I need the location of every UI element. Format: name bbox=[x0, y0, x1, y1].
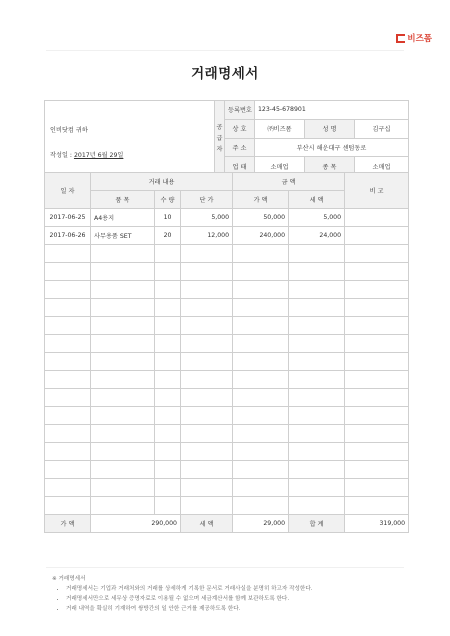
supplier-vertical-label: 공 급 자 bbox=[215, 101, 225, 176]
note-item: • 거래 내역을 확실히 기재하여 쌍방간의 일 안한 근거를 제공하도록 한다. bbox=[66, 604, 313, 614]
notes-title: ※ 거래명세서 bbox=[52, 576, 86, 582]
table-row bbox=[45, 425, 409, 443]
cell-date bbox=[45, 389, 91, 407]
cell-date: 2017-06-26 bbox=[45, 227, 91, 245]
table-row bbox=[45, 317, 409, 335]
cell-price bbox=[181, 407, 233, 425]
col-content: 거래 내용 bbox=[91, 173, 233, 191]
cell-date bbox=[45, 263, 91, 281]
cell-supply bbox=[233, 443, 289, 461]
cell-tax bbox=[289, 479, 345, 497]
table-row bbox=[45, 299, 409, 317]
cell-supply bbox=[233, 425, 289, 443]
table-row bbox=[45, 227, 409, 245]
cell-date bbox=[45, 299, 91, 317]
cell-date bbox=[45, 335, 91, 353]
cell-tax: 24,000 bbox=[289, 227, 345, 245]
cell-price bbox=[181, 461, 233, 479]
col-tax: 세 액 bbox=[289, 191, 345, 209]
cell-qty bbox=[155, 335, 181, 353]
col-qty: 수 량 bbox=[155, 191, 181, 209]
cell-tax bbox=[289, 443, 345, 461]
cell-supply bbox=[233, 371, 289, 389]
business-type-label: 업 태 bbox=[225, 157, 255, 176]
cell-tax bbox=[289, 425, 345, 443]
cell-remark bbox=[345, 425, 409, 443]
table-row bbox=[45, 245, 409, 263]
cell-qty: 10 bbox=[155, 209, 181, 227]
cell-tax bbox=[289, 407, 345, 425]
reg-number-label: 등록번호 bbox=[225, 101, 255, 120]
cell-price: 12,000 bbox=[181, 227, 233, 245]
top-divider bbox=[46, 50, 404, 51]
cell-item bbox=[91, 335, 155, 353]
cell-tax bbox=[289, 353, 345, 371]
cell-tax bbox=[289, 245, 345, 263]
cell-remark bbox=[345, 299, 409, 317]
col-supply: 가 액 bbox=[233, 191, 289, 209]
table-row bbox=[45, 263, 409, 281]
business-item-value: 소매업 bbox=[355, 157, 409, 176]
cell-remark bbox=[345, 245, 409, 263]
cell-price bbox=[181, 281, 233, 299]
cell-tax bbox=[289, 497, 345, 515]
cell-qty bbox=[155, 299, 181, 317]
cell-item bbox=[91, 353, 155, 371]
cell-supply bbox=[233, 461, 289, 479]
cell-date: 2017-06-25 bbox=[45, 209, 91, 227]
table-row bbox=[45, 389, 409, 407]
cell-qty bbox=[155, 461, 181, 479]
cell-tax bbox=[289, 371, 345, 389]
table-row bbox=[45, 461, 409, 479]
cell-supply bbox=[233, 497, 289, 515]
cell-supply bbox=[233, 479, 289, 497]
cell-tax bbox=[289, 299, 345, 317]
cell-qty bbox=[155, 281, 181, 299]
notes-list bbox=[52, 584, 313, 614]
rep-name-label: 성 명 bbox=[305, 119, 355, 138]
table-row bbox=[45, 443, 409, 461]
issue-date-label: 작성일 : bbox=[50, 152, 72, 159]
note-item: • 거래명세서는 기업과 거래처와의 거래를 상세하게 기록한 문서로 거래사실을 분명히 하고자 작성한다. bbox=[66, 584, 313, 594]
cell-tax: 5,000 bbox=[289, 209, 345, 227]
grand-total-label: 합 계 bbox=[289, 515, 345, 533]
col-date: 일 자 bbox=[45, 173, 91, 209]
cell-remark bbox=[345, 443, 409, 461]
cell-supply bbox=[233, 245, 289, 263]
cell-item bbox=[91, 425, 155, 443]
col-item: 품 목 bbox=[91, 191, 155, 209]
cell-supply bbox=[233, 299, 289, 317]
cell-qty bbox=[155, 353, 181, 371]
cell-item bbox=[91, 497, 155, 515]
table-row bbox=[45, 353, 409, 371]
cell-supply: 50,000 bbox=[233, 209, 289, 227]
table-row bbox=[45, 371, 409, 389]
cell-date bbox=[45, 425, 91, 443]
buyer-name: 인비닷컴 귀하 bbox=[50, 127, 88, 134]
table-row bbox=[45, 497, 409, 515]
company-label: 상 호 bbox=[225, 119, 255, 138]
cell-remark bbox=[345, 317, 409, 335]
table-row bbox=[45, 407, 409, 425]
cell-qty bbox=[155, 371, 181, 389]
cell-qty bbox=[155, 497, 181, 515]
reg-number-value: 123-45-678901 bbox=[255, 101, 409, 120]
cell-tax bbox=[289, 461, 345, 479]
bizform-logo-icon bbox=[396, 34, 405, 43]
total-tax-value: 29,000 bbox=[233, 515, 289, 533]
cell-date bbox=[45, 245, 91, 263]
address-value: 부산시 해운대구 센텀동로 bbox=[255, 138, 409, 157]
address-label: 주 소 bbox=[225, 138, 255, 157]
cell-qty bbox=[155, 425, 181, 443]
cell-date bbox=[45, 407, 91, 425]
cell-qty bbox=[155, 479, 181, 497]
cell-item bbox=[91, 245, 155, 263]
cell-tax bbox=[289, 389, 345, 407]
table-row bbox=[45, 281, 409, 299]
issue-date bbox=[50, 150, 214, 159]
cell-item: 사무용품 SET bbox=[91, 227, 155, 245]
cell-supply bbox=[233, 353, 289, 371]
cell-supply bbox=[233, 389, 289, 407]
cell-remark bbox=[345, 353, 409, 371]
cell-remark bbox=[345, 263, 409, 281]
cell-price bbox=[181, 425, 233, 443]
cell-remark bbox=[345, 281, 409, 299]
cell-item bbox=[91, 371, 155, 389]
cell-date bbox=[45, 281, 91, 299]
total-supply-value: 290,000 bbox=[91, 515, 181, 533]
cell-price bbox=[181, 389, 233, 407]
business-item-label: 종 목 bbox=[305, 157, 355, 176]
cell-item bbox=[91, 263, 155, 281]
grand-total-value: 319,000 bbox=[345, 515, 409, 533]
cell-item bbox=[91, 281, 155, 299]
cell-item bbox=[91, 461, 155, 479]
cell-remark bbox=[345, 389, 409, 407]
table-row bbox=[45, 335, 409, 353]
total-tax-label: 세 액 bbox=[181, 515, 233, 533]
issue-date-value: 2017년 6월 29일 bbox=[73, 152, 124, 159]
cell-date bbox=[45, 317, 91, 335]
document-title: 거래명세서 bbox=[191, 66, 259, 82]
cell-remark bbox=[345, 227, 409, 245]
buyer-cell bbox=[45, 101, 215, 176]
cell-price bbox=[181, 263, 233, 281]
cell-date bbox=[45, 497, 91, 515]
cell-price bbox=[181, 353, 233, 371]
cell-supply bbox=[233, 407, 289, 425]
cell-qty bbox=[155, 407, 181, 425]
cell-supply bbox=[233, 335, 289, 353]
cell-remark bbox=[345, 335, 409, 353]
rep-name-value: 김구십 bbox=[355, 119, 409, 138]
cell-price bbox=[181, 299, 233, 317]
cell-supply bbox=[233, 281, 289, 299]
cell-price bbox=[181, 245, 233, 263]
cell-date bbox=[45, 479, 91, 497]
cell-tax bbox=[289, 317, 345, 335]
cell-date bbox=[45, 461, 91, 479]
bottom-divider bbox=[46, 567, 404, 568]
cell-price bbox=[181, 479, 233, 497]
items-table bbox=[44, 172, 409, 533]
col-amount: 금 액 bbox=[233, 173, 345, 191]
cell-price bbox=[181, 335, 233, 353]
cell-tax bbox=[289, 263, 345, 281]
cell-supply: 240,000 bbox=[233, 227, 289, 245]
col-remark: 비 고 bbox=[345, 173, 409, 209]
business-type-value: 소매업 bbox=[255, 157, 305, 176]
col-price: 단 가 bbox=[181, 191, 233, 209]
cell-price bbox=[181, 317, 233, 335]
cell-remark bbox=[345, 479, 409, 497]
cell-remark bbox=[345, 407, 409, 425]
cell-supply bbox=[233, 263, 289, 281]
header-table bbox=[44, 100, 409, 176]
cell-date bbox=[45, 353, 91, 371]
notes-section bbox=[52, 574, 313, 614]
cell-tax bbox=[289, 281, 345, 299]
cell-item bbox=[91, 407, 155, 425]
cell-qty: 20 bbox=[155, 227, 181, 245]
cell-price: 5,000 bbox=[181, 209, 233, 227]
cell-qty bbox=[155, 263, 181, 281]
brand-logo bbox=[396, 32, 432, 44]
table-row bbox=[45, 209, 409, 227]
total-supply-label: 가 액 bbox=[45, 515, 91, 533]
cell-qty bbox=[155, 245, 181, 263]
cell-price bbox=[181, 371, 233, 389]
cell-remark bbox=[345, 497, 409, 515]
cell-qty bbox=[155, 317, 181, 335]
note-item: • 거래명세서만으로 세무상 증명자료로 이용될 수 없으며 세금계산서를 함께 보관하도록 한다. bbox=[66, 594, 313, 604]
company-value: ㈜비즈폼 bbox=[255, 119, 305, 138]
table-row bbox=[45, 479, 409, 497]
cell-item bbox=[91, 443, 155, 461]
cell-item bbox=[91, 479, 155, 497]
cell-supply bbox=[233, 317, 289, 335]
cell-item: A4용지 bbox=[91, 209, 155, 227]
cell-remark bbox=[345, 371, 409, 389]
cell-price bbox=[181, 443, 233, 461]
cell-date bbox=[45, 443, 91, 461]
cell-price bbox=[181, 497, 233, 515]
cell-qty bbox=[155, 389, 181, 407]
cell-item bbox=[91, 317, 155, 335]
brand-name: 비즈폼 bbox=[407, 34, 432, 44]
cell-item bbox=[91, 299, 155, 317]
cell-tax bbox=[289, 335, 345, 353]
cell-remark bbox=[345, 461, 409, 479]
cell-item bbox=[91, 389, 155, 407]
cell-qty bbox=[155, 443, 181, 461]
cell-date bbox=[45, 371, 91, 389]
cell-remark bbox=[345, 209, 409, 227]
